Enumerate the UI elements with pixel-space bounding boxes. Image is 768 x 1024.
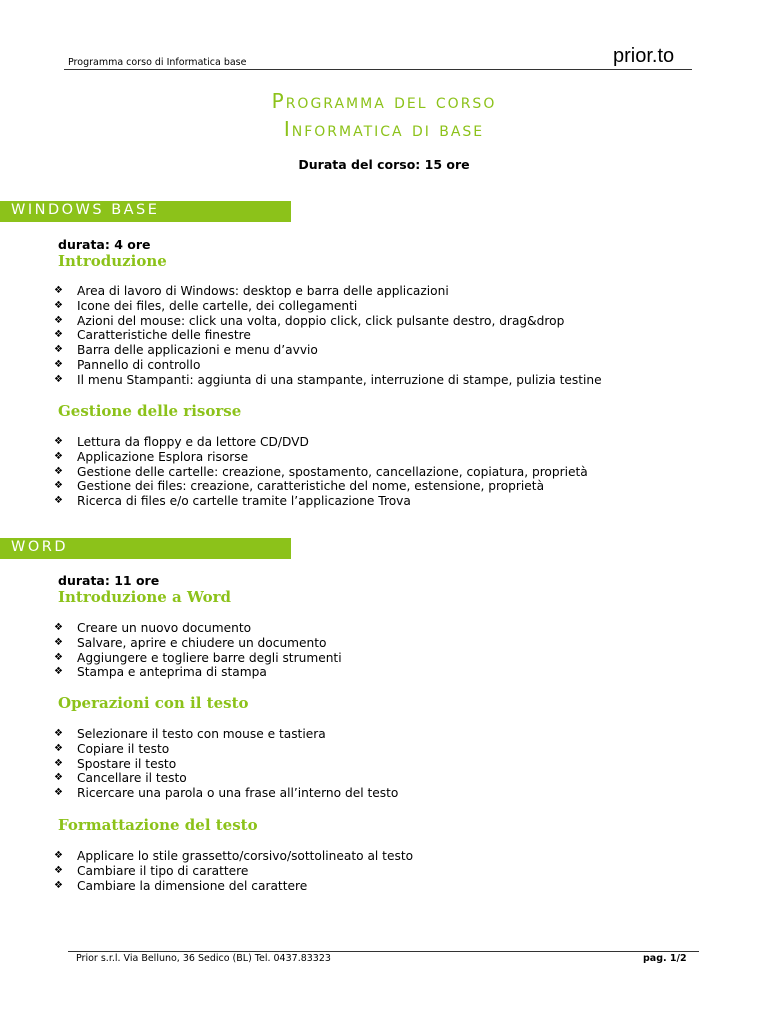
diamond-bullet-icon: ❖ <box>54 772 63 784</box>
footer-divider <box>68 951 699 952</box>
diamond-bullet-icon: ❖ <box>54 373 63 385</box>
subsection-heading: Operazioni con il testo <box>58 694 249 712</box>
list-item: ❖ Spostare il testo <box>54 756 177 771</box>
diamond-bullet-icon: ❖ <box>54 850 63 861</box>
section-band-label: WINDOWS BASE <box>11 202 160 218</box>
diamond-bullet-icon: ❖ <box>54 757 63 769</box>
diamond-bullet-icon: ❖ <box>54 495 63 507</box>
diamond-bullet-icon: ❖ <box>54 358 63 370</box>
list-item: ❖ Icone dei files, delle cartelle, dei collegamenti <box>54 298 358 313</box>
header-divider <box>64 69 692 70</box>
diamond-bullet-icon: ❖ <box>54 329 63 341</box>
list-item: ❖ Ricercare una parola o una frase all’interno del testo <box>54 786 399 801</box>
section-band-word <box>0 538 291 559</box>
section-duration: durata: 4 ore <box>58 237 151 252</box>
list-item: ❖ Cambiare la dimensione del carattere <box>54 878 308 893</box>
document-title-line2: Informatica di base <box>283 117 485 141</box>
list-item: ❖ Salvare, aprire e chiudere un documento <box>54 635 327 650</box>
bullet-list <box>54 435 588 509</box>
bullet-list <box>54 727 398 801</box>
diamond-bullet-icon: ❖ <box>54 314 63 326</box>
subsection-heading: Introduzione a Word <box>58 588 232 606</box>
list-item: ❖ Gestione delle cartelle: creazione, spostamento, cancellazione, copiatura, proprietà <box>54 464 588 479</box>
list-item: ❖ Gestione dei files: creazione, caratteristiche del nome, estensione, proprietà <box>54 479 545 494</box>
list-item: ❖ Creare un nuovo documento <box>54 621 252 635</box>
page-number: pag. 1/2 <box>643 953 687 964</box>
diamond-bullet-icon: ❖ <box>54 636 63 648</box>
diamond-bullet-icon: ❖ <box>54 728 63 739</box>
diamond-bullet-icon: ❖ <box>54 450 63 462</box>
bullet-list <box>54 621 342 680</box>
diamond-bullet-icon: ❖ <box>54 285 63 296</box>
list-item: ❖ Lettura da floppy e da lettore CD/DVD <box>54 435 309 449</box>
diamond-bullet-icon: ❖ <box>54 465 63 477</box>
list-item: ❖ Ricerca di files e/o cartelle tramite l’applicazione Trova <box>54 494 411 509</box>
list-item: ❖ Applicare lo stile grassetto/corsivo/sottolineato al testo <box>54 849 414 863</box>
diamond-bullet-icon: ❖ <box>54 622 63 633</box>
list-item: ❖ Copiare il testo <box>54 741 170 756</box>
footer-company-info: Prior s.r.l. Via Belluno, 36 Sedico (BL) Tel. 0437.83323 <box>76 953 331 964</box>
diamond-bullet-icon: ❖ <box>54 436 63 447</box>
list-item: ❖ Pannello di controllo <box>54 357 201 372</box>
diamond-bullet-icon: ❖ <box>54 651 63 663</box>
section-band-label: WORD <box>11 539 68 555</box>
section-duration: durata: 11 ore <box>58 573 160 588</box>
list-item: ❖ Azioni del mouse: click una volta, doppio click, click pulsante destro, drag&drop <box>54 313 565 328</box>
diamond-bullet-icon: ❖ <box>54 299 63 311</box>
subsection-heading: Introduzione <box>58 252 167 270</box>
list-item: ❖ Barra delle applicazioni e menu d’avvio <box>54 343 318 358</box>
list-item: ❖ Stampa e anteprima di stampa <box>54 665 267 680</box>
diamond-bullet-icon: ❖ <box>54 742 63 754</box>
list-item: ❖ Aggiungere e togliere barre degli strumenti <box>54 650 342 665</box>
list-item: ❖ Il menu Stampanti: aggiunta di una stampante, interruzione di stampe, pulizia testine <box>54 372 602 387</box>
subsection-heading: Formattazione del testo <box>58 816 258 834</box>
list-item: ❖ Caratteristiche delle finestre <box>54 328 251 343</box>
diamond-bullet-icon: ❖ <box>54 666 63 678</box>
subsection-heading: Gestione delle risorse <box>58 402 242 420</box>
diamond-bullet-icon: ❖ <box>54 344 63 356</box>
diamond-bullet-icon: ❖ <box>54 480 63 492</box>
diamond-bullet-icon: ❖ <box>54 787 63 799</box>
header-course-title: Programma corso di Informatica base <box>68 57 247 68</box>
document-title-line1: Programma del corso <box>271 89 497 113</box>
bullet-list <box>54 284 602 388</box>
course-duration: Durata del corso: 15 ore <box>298 157 470 172</box>
list-item: ❖ Cancellare il testo <box>54 771 187 786</box>
list-item: ❖ Cambiare il tipo di carattere <box>54 863 249 878</box>
bullet-list <box>54 849 413 893</box>
section-band-windows <box>0 201 291 222</box>
diamond-bullet-icon: ❖ <box>54 864 63 876</box>
diamond-bullet-icon: ❖ <box>54 879 63 891</box>
list-item: ❖ Selezionare il testo con mouse e tastiera <box>54 727 326 741</box>
list-item: ❖ Applicazione Esplora risorse <box>54 449 249 464</box>
brand-logo-text: prior.to <box>613 45 675 67</box>
list-item: ❖ Area di lavoro di Windows: desktop e barra delle applicazioni <box>54 284 449 298</box>
